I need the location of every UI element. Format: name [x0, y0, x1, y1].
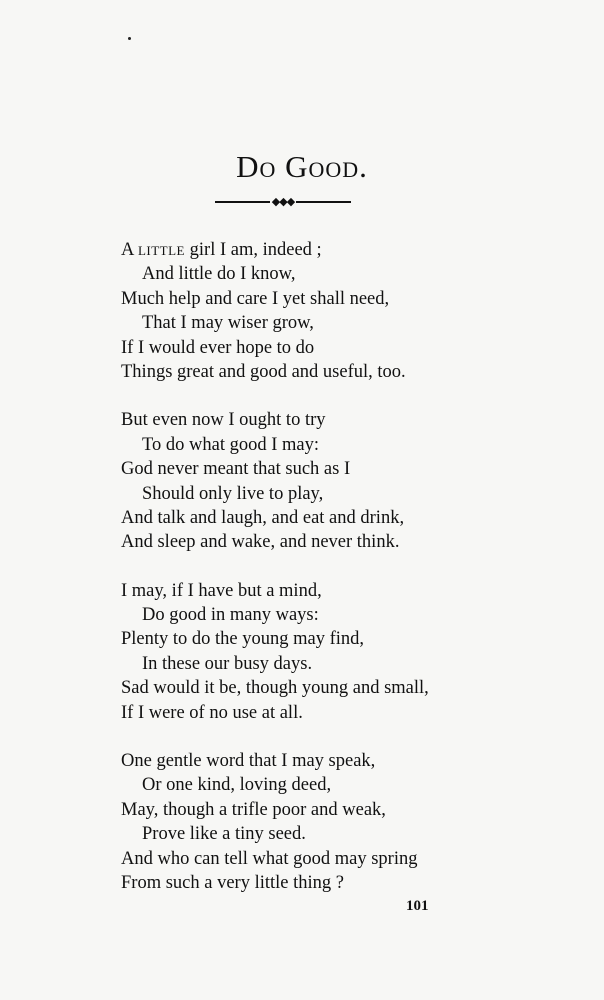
poem-line: I may, if I have but a mind, [121, 580, 322, 601]
poem-line: If I were of no use at all. [121, 702, 303, 723]
line-lead: A [121, 240, 138, 260]
poem-line: May, though a trifle poor and weak, [121, 799, 386, 820]
poem-title: Do Good. [236, 148, 368, 184]
poem-line: In these our busy days. [142, 653, 313, 674]
title-ornament [215, 196, 351, 208]
ornament-dots: ◆◆◆ [271, 196, 295, 208]
ornament-rule-right [296, 201, 351, 203]
poem-line: Or one kind, loving deed, [142, 775, 332, 796]
poem-line: And who can tell what good may spring [121, 848, 418, 869]
stanza [121, 579, 561, 725]
poem-body [121, 238, 561, 919]
ornament-rule-left [215, 201, 270, 203]
stanza [121, 408, 561, 554]
line-rest: girl I am, indeed ; [185, 240, 322, 260]
poem-line: And little do I know, [142, 264, 296, 285]
poem-line: Plenty to do the young may find, [121, 629, 365, 650]
poem-line: Do good in many ways: [142, 605, 319, 626]
poem-line: From such a very little thing ? [121, 872, 344, 893]
poem-line: Should only live to play, [142, 483, 324, 504]
poem-line: To do what good I may: [142, 434, 319, 455]
poem-line: Prove like a tiny seed. [142, 824, 306, 845]
poem-line: Sad would it be, though young and small, [121, 678, 429, 699]
poem-line: That I may wiser grow, [142, 313, 314, 334]
ink-speck [128, 37, 131, 40]
small-caps-word: little [137, 240, 186, 260]
poem-line: If I would ever hope to do [121, 337, 315, 358]
poem-line [121, 238, 561, 262]
poem-line: And talk and laugh, and eat and drink, [121, 507, 405, 528]
poem-line: Much help and care I yet shall need, [121, 288, 390, 309]
poem-line: Things great and good and useful, too. [121, 361, 406, 382]
poem-line: One gentle word that I may speak, [121, 751, 376, 772]
poem-line: God never meant that such as I [121, 459, 351, 480]
poem-line: And sleep and wake, and never think. [121, 532, 400, 553]
stanza [121, 238, 561, 384]
page-number: 101 [406, 898, 429, 914]
stanza [121, 749, 561, 895]
poem-line: But even now I ought to try [121, 410, 326, 431]
